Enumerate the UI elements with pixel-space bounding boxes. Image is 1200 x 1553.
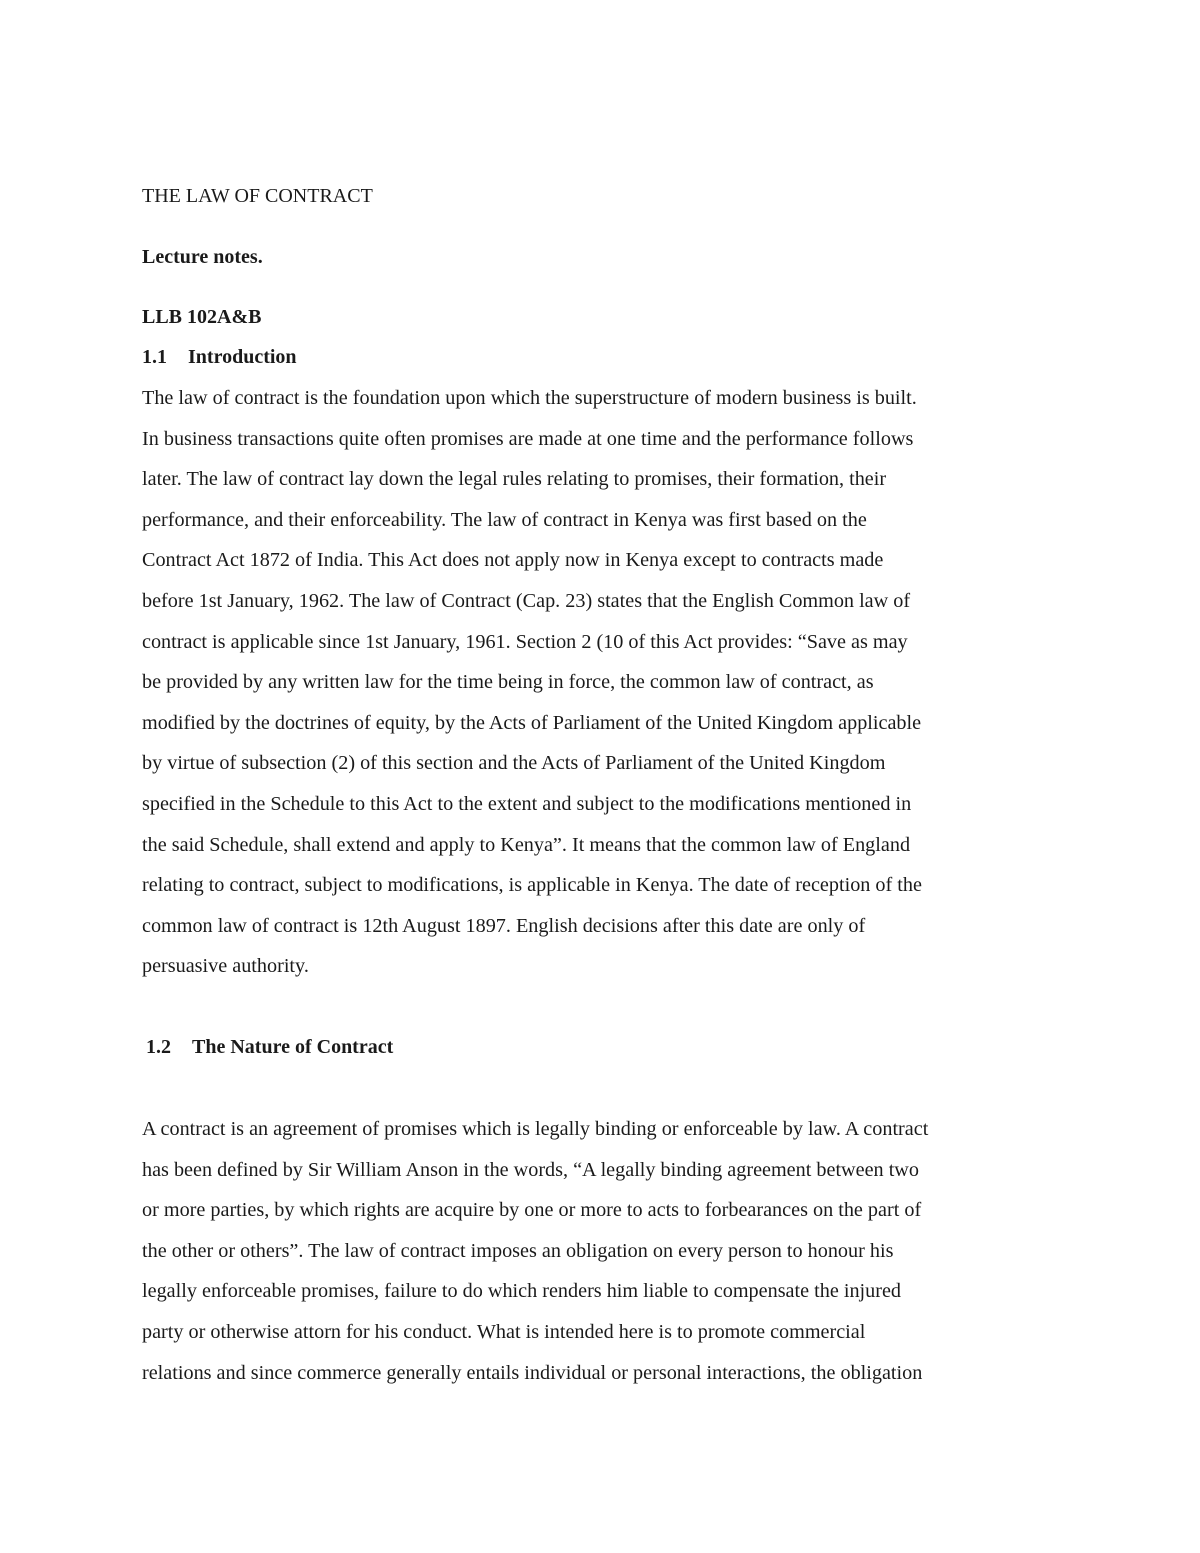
paragraph-line: legally enforceable promises, failure to do which renders him liable to compensate the injured — [142, 1280, 902, 1303]
paragraph-line: the other or others”. The law of contract imposes an obligation on every person to honour his — [142, 1239, 894, 1262]
section-number: 1.2 — [146, 1036, 171, 1058]
paragraph-line: before 1st January, 1962. The law of Contract (Cap. 23) states that the English Common law of — [142, 589, 911, 612]
paragraph-line: In business transactions quite often promises are made at one time and the performance follows — [142, 427, 914, 450]
nature-of-contract-paragraph — [142, 1109, 1060, 1393]
document-title: THE LAW OF CONTRACT — [142, 185, 373, 207]
paragraph-line: The law of contract is the foundation upon which the superstructure of modern business is built. — [142, 387, 917, 409]
paragraph-line: contract is applicable since 1st January, 1961. Section 2 (10 of this Act provides: “Save as may — [142, 630, 908, 653]
document-page — [142, 0, 1060, 1553]
paragraph-line: be provided by any written law for the time being in force, the common law of contract, as — [142, 671, 874, 694]
paragraph-line: performance, and their enforceability. The law of contract in Kenya was first based on the — [142, 508, 867, 531]
paragraph-line: common law of contract is 12th August 1897. English decisions after this date are only of — [142, 914, 866, 937]
paragraph-line: party or otherwise attorn for his conduct. What is intended here is to promote commercial — [142, 1320, 866, 1343]
paragraph-line: modified by the doctrines of equity, by the Acts of Parliament of the United Kingdom applicable — [142, 711, 922, 734]
course-code: LLB 102A&B — [142, 306, 262, 328]
paragraph-line: A contract is an agreement of promises which is legally binding or enforceable by law. A contract — [142, 1118, 929, 1140]
paragraph-line: Contract Act 1872 of India. This Act does not apply now in Kenya except to contracts made — [142, 549, 884, 572]
document-subtitle: Lecture notes. — [142, 246, 263, 268]
introduction-paragraph — [142, 378, 1060, 987]
paragraph-line: relations and since commerce generally entails individual or personal interactions, the obligation — [142, 1361, 923, 1384]
paragraph-line: the said Schedule, shall extend and apply to Kenya”. It means that the common law of England — [142, 833, 911, 856]
paragraph-line: relating to contract, subject to modifications, is applicable in Kenya. The date of reception of the — [142, 874, 922, 897]
paragraph-line: has been defined by Sir William Anson in the words, “A legally binding agreement between two — [142, 1158, 919, 1181]
section-title: The Nature of Contract — [192, 1036, 394, 1058]
section-heading-introduction — [142, 345, 297, 369]
paragraph-line: by virtue of subsection (2) of this section and the Acts of Parliament of the United Kingdom — [142, 752, 886, 775]
section-title: Introduction — [188, 346, 297, 368]
section-number: 1.1 — [142, 346, 167, 368]
paragraph-line: specified in the Schedule to this Act to the extent and subject to the modifications mentioned in — [142, 792, 912, 815]
paragraph-line: persuasive authority. — [142, 955, 309, 978]
paragraph-line: or more parties, by which rights are acquire by one or more to acts to forbearances on the part of — [142, 1199, 922, 1222]
section-heading-nature-of-contract — [146, 1035, 393, 1059]
paragraph-line: later. The law of contract lay down the legal rules relating to promises, their formation, their — [142, 468, 887, 491]
